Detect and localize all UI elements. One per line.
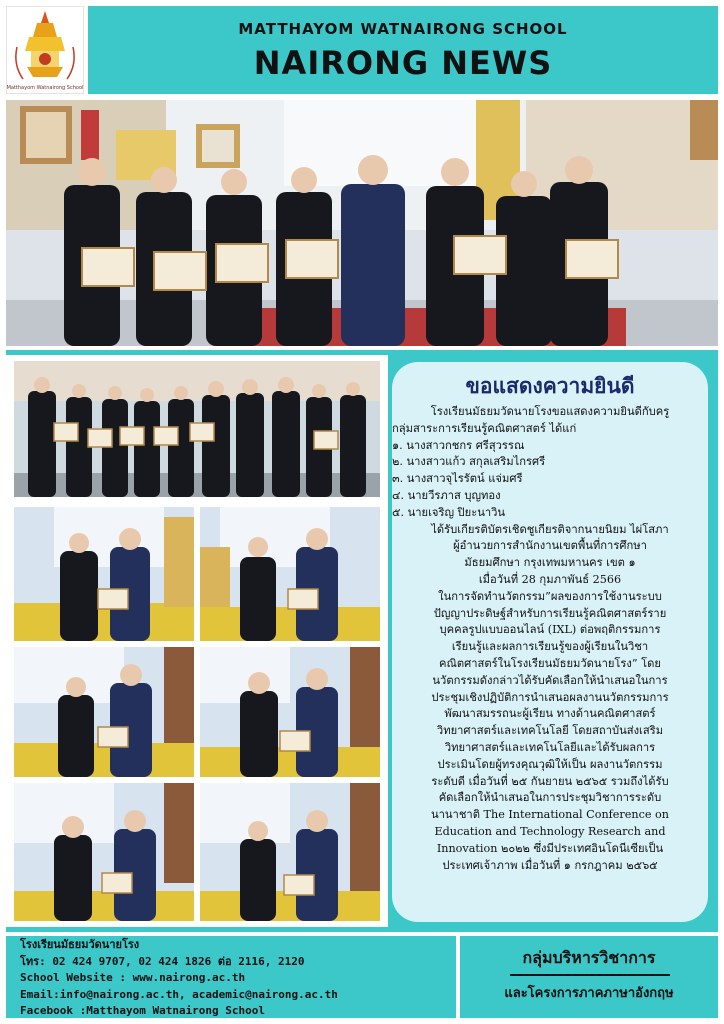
body-line: ในการจัดทำนวัตกรรม”ผลของการใช้งานระบบ (438, 589, 662, 603)
department-subtitle: และโครงการภาคภาษาอังกฤษ (504, 986, 674, 1001)
body-line: ๒. นางสาวแก้ว สกุลเสริมไกรศรี (392, 455, 546, 469)
school-name: MATTHAYOM WATNAIRONG SCHOOL (238, 20, 568, 38)
department-name: กลุ่มบริหารวิชาการ (522, 948, 656, 967)
body-line: ๓. นางสาวจุไรรัตน์ แจ่มศรี (392, 472, 523, 486)
body-line: พัฒนาสมรรถนะผู้เรียน ทางด้านคณิตศาสตร์ (444, 707, 656, 721)
body-line: ๔. นายวีรภาส บุญทอง (392, 488, 501, 502)
newsletter-title: NAIRONG NEWS (253, 44, 553, 82)
collage-photo (14, 647, 194, 777)
body-line: วิทยาศาสตร์และเทคโนโลยี โดยสถาบันส่งเสริม (436, 724, 664, 738)
body-line: Innovation ๒๐๒๒ ซึ่งมีประเทศอินโดนีเซียเป็น (436, 841, 664, 855)
body-line: วิทยาศาสตร์และเทคโนโลยีและได้รับผลการ (444, 740, 656, 754)
panel-body (380, 404, 720, 874)
collage-photo (14, 783, 194, 921)
body-line: ผู้อำนวยการสำนักงานเขตพื้นที่การศึกษา (453, 539, 647, 553)
body-line: นานาชาติ The International Conference on (430, 808, 669, 822)
photo-collage (6, 355, 388, 927)
divider (510, 974, 670, 976)
body-line: กลุ่มสาระการเรียนรู้คณิตศาสตร์ ได้แก่ (392, 421, 577, 435)
footer-facebook[interactable]: Facebook :Matthayom Watnairong School (20, 1004, 266, 1017)
body-line: ประเมินโดยผู้ทรงคุณวุฒิให้เป็น ผลงานวัตกรรม (437, 757, 663, 771)
header-band (88, 6, 718, 94)
body-line: คัดเลือกให้นำเสนอในการประชุมวิชาการระดับ (438, 791, 662, 805)
logo-caption: Matthayom Watnairong School (7, 85, 83, 91)
body-line: เรียนรู้และผลการเรียนรู้ของผู้เรียนในวิชา (451, 640, 649, 654)
body-line: ๕. นายเจริญ ปิยะนาวิน (392, 505, 506, 519)
collage-photo (14, 507, 194, 641)
body-line: โรงเรียนมัธยมวัดนายโรงขอแสดงความยินดีกับครู (430, 405, 670, 418)
body-line: ปัญญาประดิษฐ์สำหรับการเรียนรู้คณิตศาสตร์ราย (433, 606, 667, 620)
department-footer (460, 936, 718, 1018)
collage-photo (200, 783, 380, 921)
body-line: ได้รับเกียรติบัตรเชิดชูเกียรติจากนายนิยม ไผ่โสภา (431, 522, 669, 536)
body-line: มัธยมศึกษา กรุงเทพมหานคร เขต ๑ (464, 556, 636, 570)
collage-photo (200, 647, 380, 777)
footer-website[interactable]: School Website : www.nairong.ac.th (20, 971, 246, 984)
school-logo (6, 6, 84, 94)
body-line: ๑. นางสาวกชกร ศรีสุวรรณ (392, 438, 525, 452)
body-line: ระดับดี เมื่อวันที่ ๒๕ กันยายน ๒๕๖๕ รวมถึงได้รับ (431, 774, 669, 788)
collage-photo (200, 507, 380, 641)
panel-heading: ขอแสดงความยินดี (465, 373, 635, 398)
body-line: ประชุมเชิงปฏิบัติการนำเสนอผลงานนวัตกรรมการ (431, 690, 669, 704)
school-crest-icon (7, 7, 83, 93)
footer-school: โรงเรียนมัธยมวัดนายโรง (20, 938, 140, 951)
body-line: เมื่อวันที่ 28 กุมภาพันธ์ 2566 (478, 572, 622, 586)
body-line: ประเทศเจ้าภาพ เมื่อวันที่ ๑ กรกฎาคม ๒๕๖๕ (442, 858, 658, 872)
collage-photo (14, 361, 380, 497)
contact-footer (6, 936, 456, 1018)
footer-phone: โทร: 02 424 9707, 02 424 1826 ต่อ 2116, 2120 (20, 954, 305, 968)
body-line: Education and Technology Research and (434, 824, 666, 838)
group-photo (6, 100, 718, 346)
congratulations-panel (392, 362, 708, 922)
body-line: บุคคลรูปแบบออนไลน์ (IXL) ต่อพฤติกรรมการ (439, 623, 661, 637)
body-line: นวัตกรรมดังกล่าวได้รับคัดเลือกให้นำเสนอในการ (432, 673, 668, 687)
footer-email[interactable]: Email:info@nairong.ac.th, academic@nairong.ac.th (20, 987, 338, 1001)
body-line: คณิตศาสตร์ในโรงเรียนมัธยมวัดนายโรง” โดย (439, 656, 661, 670)
